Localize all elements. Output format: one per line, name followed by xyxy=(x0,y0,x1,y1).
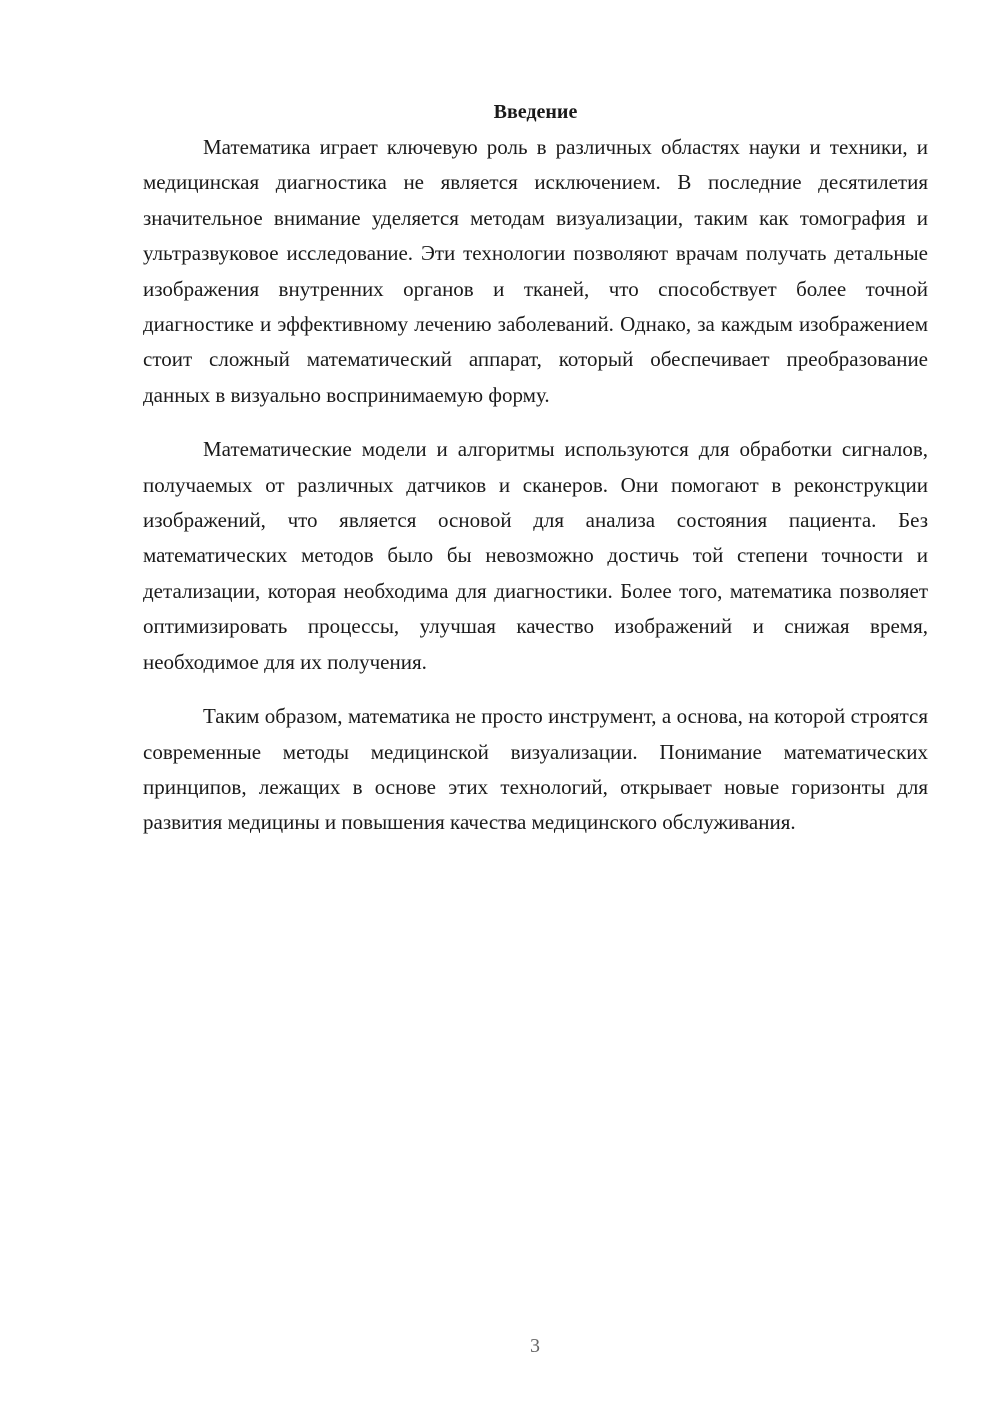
page-number: 3 xyxy=(530,1335,540,1357)
paragraph-3: Таким образом, математика не просто инструмент, а основа, на которой строятся современные методы медицинской визуализации. Понимание математических принципов, лежащих в основе этих технологий, открывает новые горизонты для развития медицины и повышения качества медицинского обслуживания. xyxy=(143,704,928,835)
paragraph-2: Математические модели и алгоритмы используются для обработки сигналов, получаемых от различных датчиков и сканеров. Они помогают в реконструкции изображений, что является основой для анализа состояния пациента. Без математических методов было бы невозможно достичь той степени точности и детализации, которая необходима для диагностики. Более того, математика позволяет оптимизировать процессы, улучшая качество изображений и снижая время, необходимое для их получения. xyxy=(143,437,928,674)
page-content xyxy=(143,94,928,841)
paragraph-1: Математика играет ключевую роль в различных областях науки и техники, и медицинская диагностика не является исключением. В последние десятилетия значительное внимание уделяется методам визуализации, таким как томография и ультразвуковое исследование. Эти технологии позволяют врачам получать детальные изображения внутренних органов и тканей, что способствует более точной диагностике и эффективному лечению заболеваний. Однако, за каждым изображением стоит сложный математический аппарат, который обеспечивает преобразование данных в визуально воспринимаемую форму. xyxy=(143,135,928,407)
section-title: Введение xyxy=(493,101,578,123)
